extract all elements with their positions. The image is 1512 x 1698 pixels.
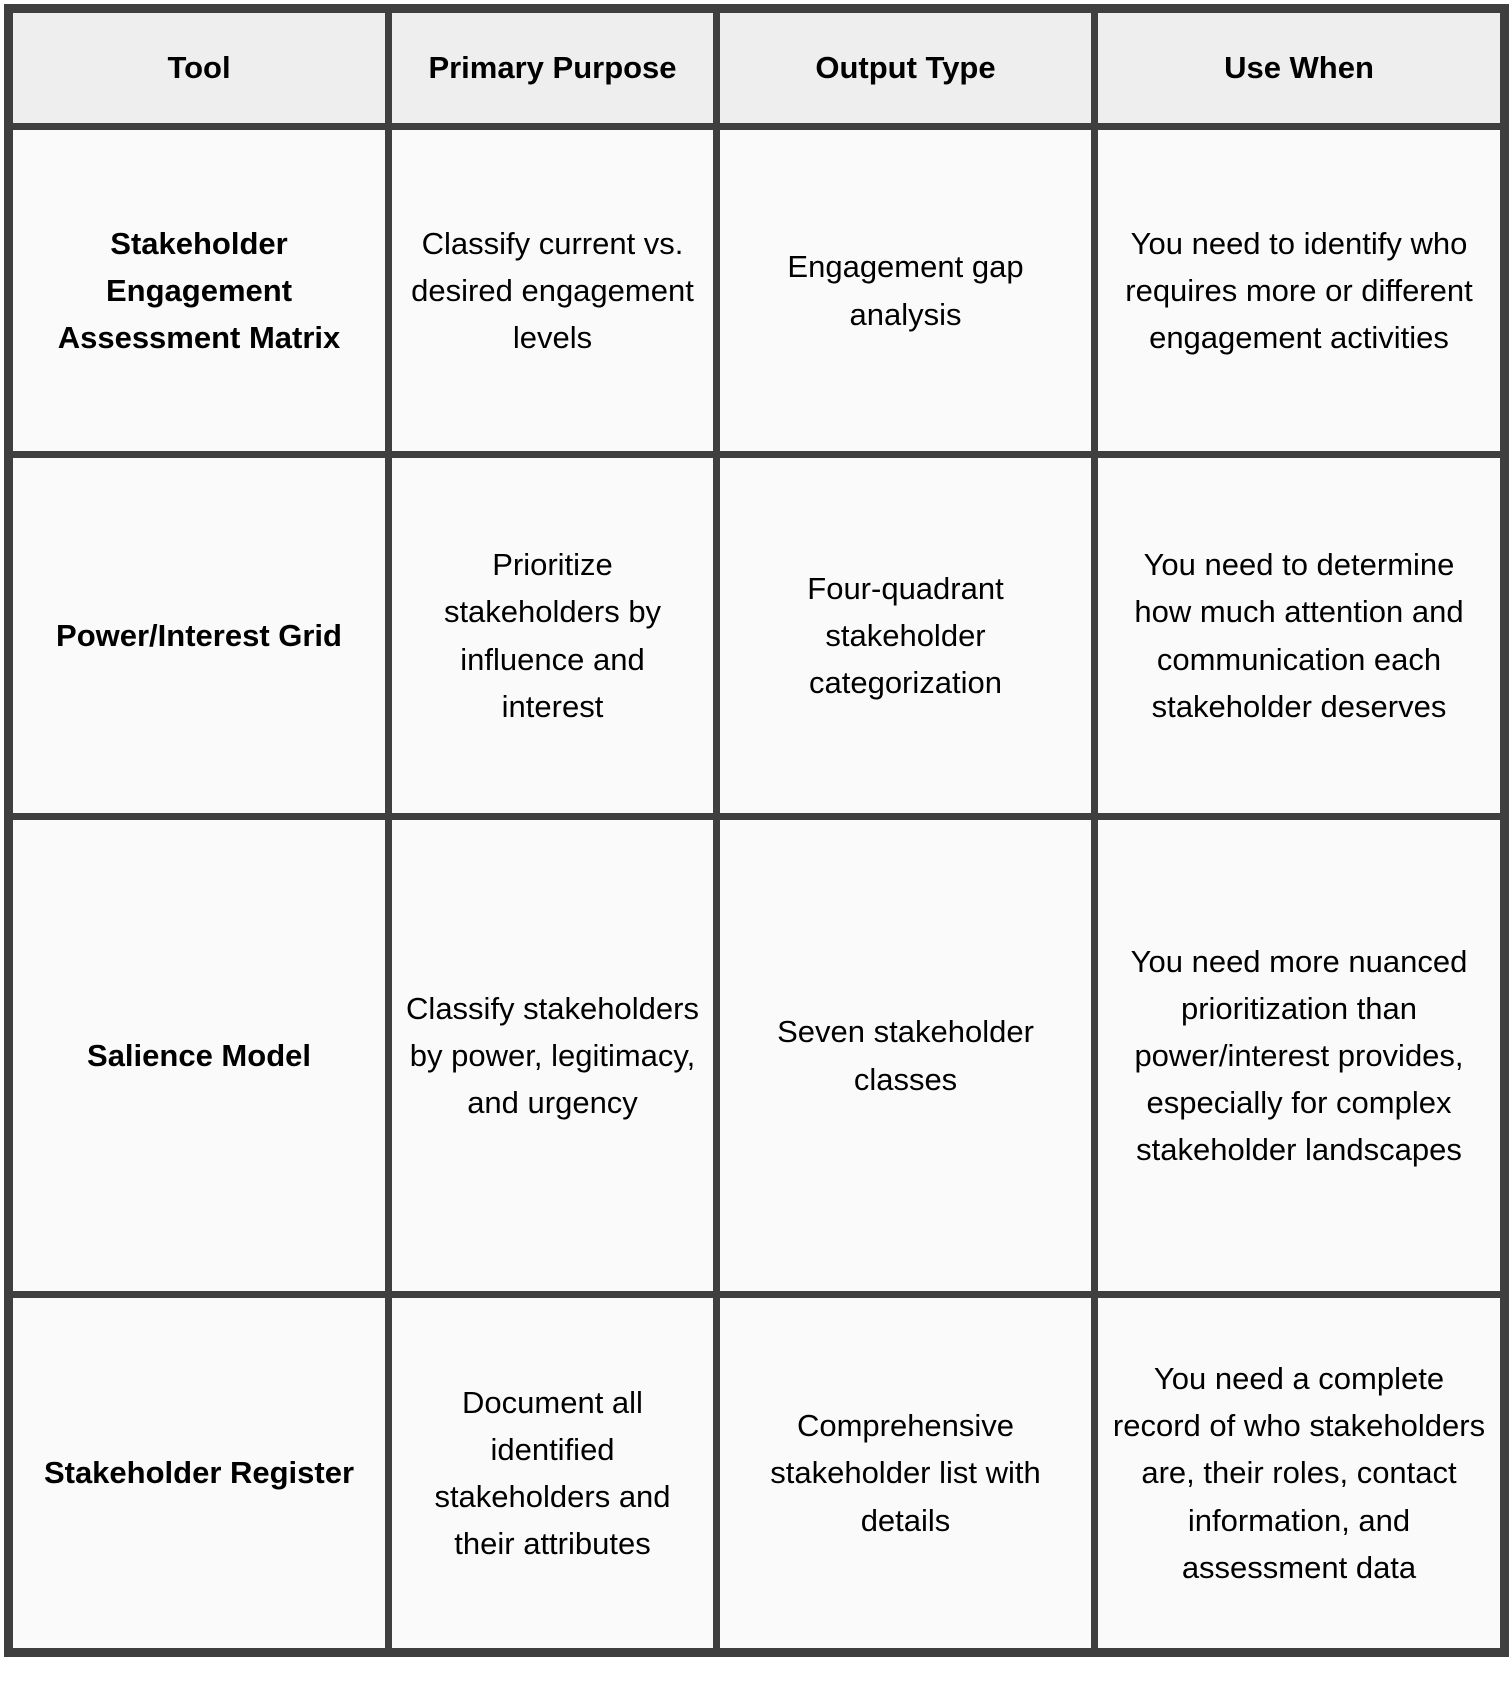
cell-use-when: You need to determine how much attention and communication each stakeholder deserves <box>1095 455 1505 817</box>
cell-tool-name: Stakeholder Register <box>9 1295 389 1653</box>
cell-use-when: You need to identify who requires more or different engagement activities <box>1095 127 1505 455</box>
cell-tool-name: Stakeholder Engagement Assessment Matrix <box>9 127 389 455</box>
column-header-primary-purpose: Primary Purpose <box>389 9 717 127</box>
column-header-tool: Tool <box>9 9 389 127</box>
table-header-row <box>9 9 1505 127</box>
cell-output-type: Engagement gap analysis <box>717 127 1095 455</box>
cell-output-type: Comprehensive stakeholder list with details <box>717 1295 1095 1653</box>
table-row-salience-model <box>9 817 1505 1295</box>
cell-use-when: You need more nuanced prioritization than power/interest provides, especially for complex stakeholder landscapes <box>1095 817 1505 1295</box>
cell-use-when: You need a complete record of who stakeholders are, their roles, contact information, and assessment data <box>1095 1295 1505 1653</box>
table-row-engagement-assessment-matrix <box>9 127 1505 455</box>
cell-primary-purpose: Classify current vs. desired engagement levels <box>389 127 717 455</box>
cell-primary-purpose: Document all identified stakeholders and their attributes <box>389 1295 717 1653</box>
cell-tool-name: Salience Model <box>9 817 389 1295</box>
stakeholder-tools-table <box>4 4 1509 1657</box>
cell-primary-purpose: Prioritize stakeholders by influence and interest <box>389 455 717 817</box>
cell-output-type: Seven stakeholder classes <box>717 817 1095 1295</box>
column-header-output-type: Output Type <box>717 9 1095 127</box>
table-row-power-interest-grid <box>9 455 1505 817</box>
table-row-stakeholder-register <box>9 1295 1505 1653</box>
cell-output-type: Four-quadrant stakeholder categorization <box>717 455 1095 817</box>
cell-tool-name: Power/Interest Grid <box>9 455 389 817</box>
cell-primary-purpose: Classify stakeholders by power, legitimacy, and urgency <box>389 817 717 1295</box>
column-header-use-when: Use When <box>1095 9 1505 127</box>
